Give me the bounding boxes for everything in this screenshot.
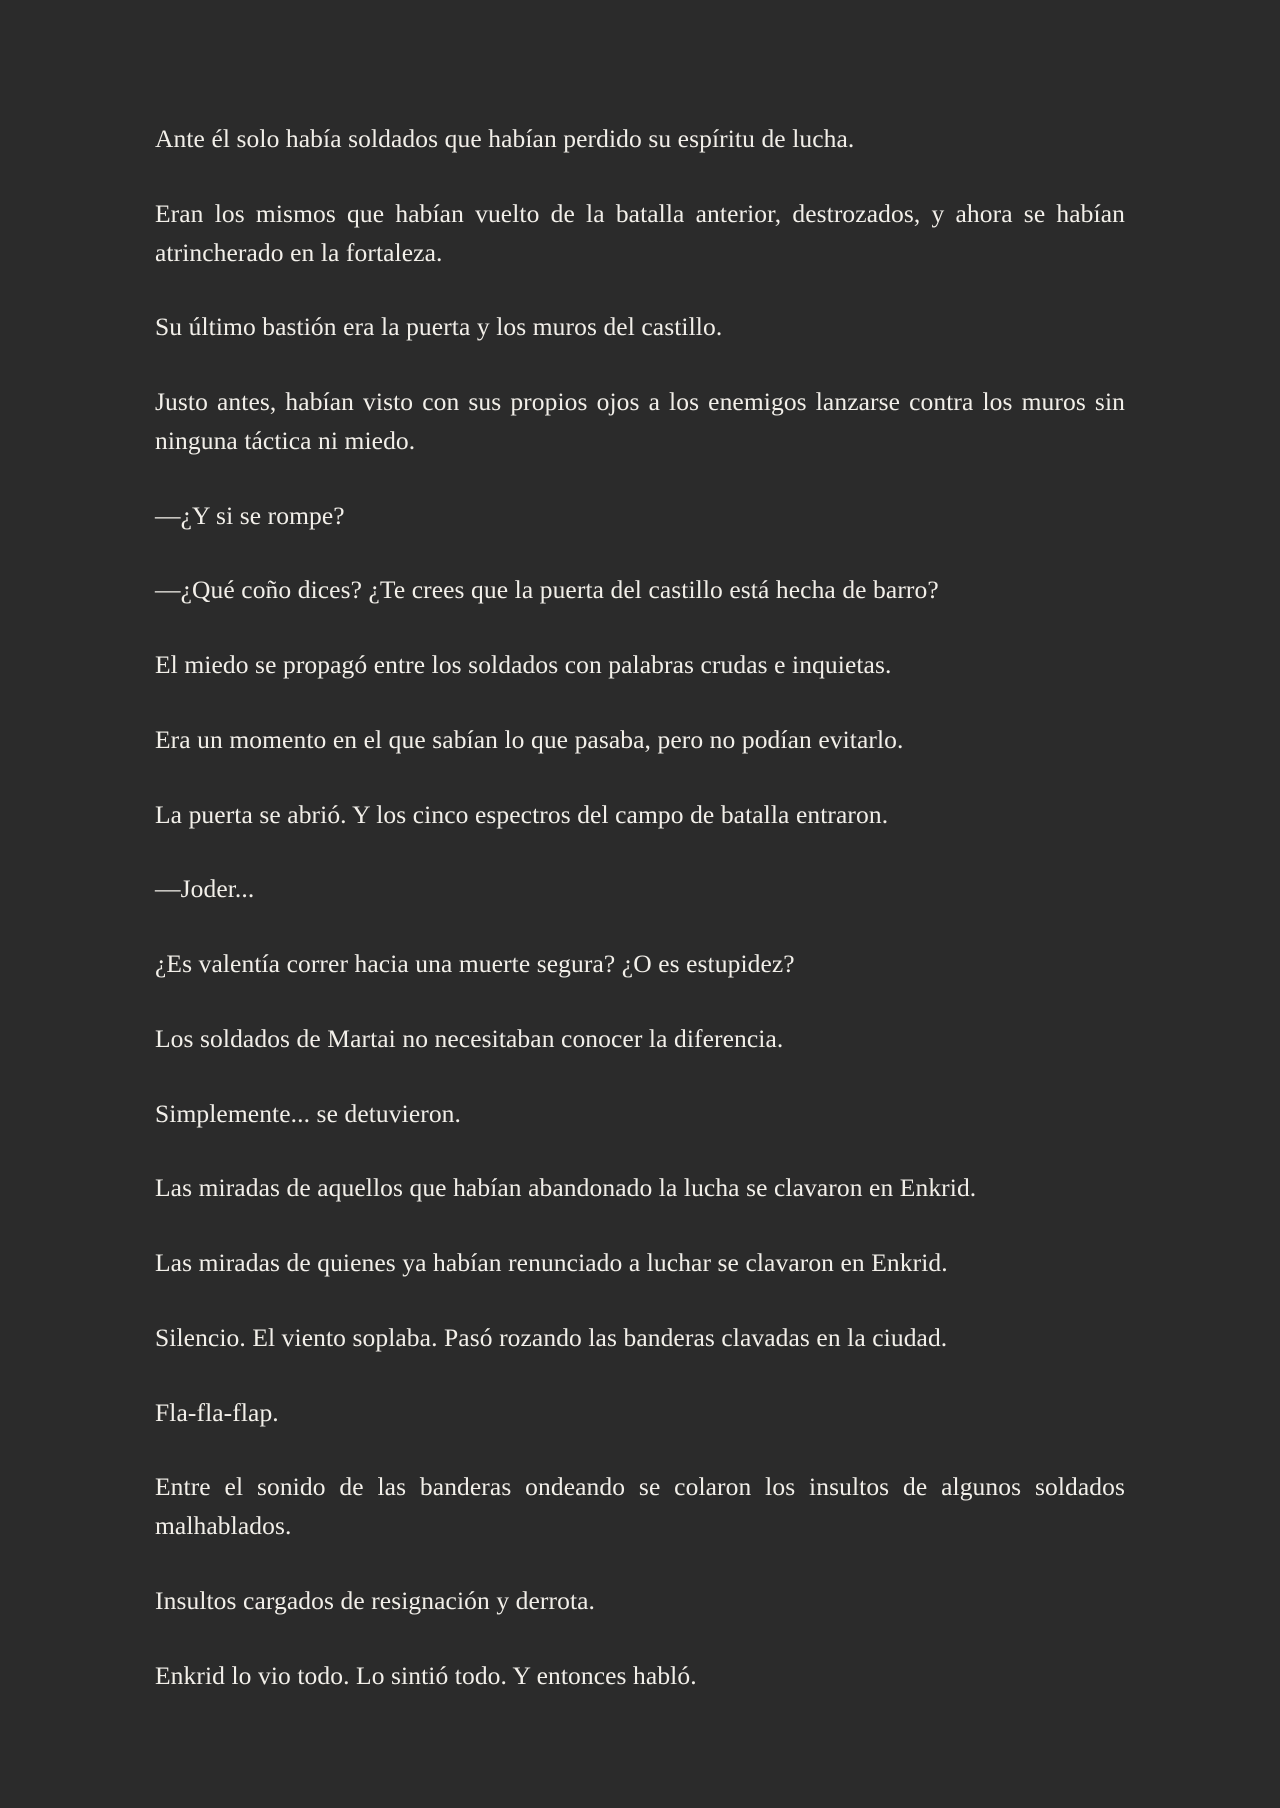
paragraph: Simplemente... se detuvieron.	[155, 1098, 461, 1128]
paragraph: Ante él solo había soldados que habían perdido su espíritu de lucha.	[155, 124, 855, 153]
paragraph: —¿Qué coño dices? ¿Te crees que la puerta del castillo está hecha de barro?	[155, 575, 939, 605]
chapter-text-body	[155, 120, 1125, 1695]
paragraph: Enkrid lo vio todo. Lo sintió todo. Y entonces habló.	[155, 1660, 697, 1690]
paragraph: Entre el sonido de las banderas ondeando se colaron los insultos de algunos soldados malhablados.	[155, 1472, 1125, 1540]
paragraph: Los soldados de Martai no necesitaban conocer la diferencia.	[155, 1023, 784, 1053]
paragraph: ¿Es valentía correr hacia una muerte segura? ¿O es estupidez?	[155, 949, 795, 978]
paragraph: Era un momento en el que sabían lo que pasaba, pero no podían evitarlo.	[155, 724, 904, 754]
paragraph: El miedo se propagó entre los soldados con palabras crudas e inquietas.	[155, 650, 892, 679]
paragraph: Justo antes, habían visto con sus propios ojos a los enemigos lanzarse contra los muros sin ninguna táctica ni miedo.	[155, 387, 1125, 455]
paragraph: Las miradas de aquellos que habían abandonado la lucha se clavaron en Enkrid.	[155, 1173, 977, 1203]
paragraph: Silencio. El viento soplaba. Pasó rozando las banderas clavadas en la ciudad.	[155, 1322, 948, 1352]
paragraph: Insultos cargados de resignación y derrota.	[155, 1585, 596, 1615]
paragraph: Su último bastión era la puerta y los muros del castillo.	[155, 312, 723, 342]
paragraph: Eran los mismos que habían vuelto de la batalla anterior, destrozados, y ahora se habían atrincherado en la fortaleza.	[155, 198, 1125, 267]
paragraph: La puerta se abrió. Y los cinco espectros del campo de batalla entraron.	[155, 799, 889, 829]
paragraph: —¿Y si se rompe?	[155, 500, 345, 530]
paragraph: —Joder...	[155, 874, 255, 904]
paragraph: Fla-fla-flap.	[155, 1397, 279, 1427]
paragraph: Las miradas de quienes ya habían renunciado a luchar se clavaron en Enkrid.	[155, 1248, 948, 1277]
